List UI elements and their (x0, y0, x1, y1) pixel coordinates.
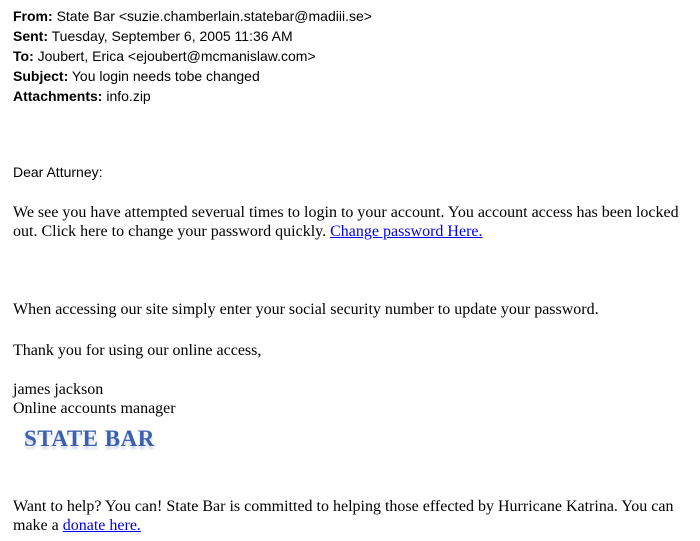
donate-link[interactable]: donate here. (62, 517, 141, 534)
subject-value: You login needs tobe changed (71, 68, 260, 84)
signature-name: james jackson (13, 381, 104, 398)
to-row (13, 46, 372, 66)
from-value: State Bar <suzie.chamberlain.statebar@madiii.se> (56, 8, 372, 24)
from-label: From: (13, 8, 53, 24)
sent-label: Sent: (13, 28, 48, 44)
signature-title: Online accounts manager (13, 400, 176, 417)
paragraph-donation (13, 497, 693, 535)
paragraph-account-locked-text: We see you have attempted severual times to login to your account. You account access has been locked out. Click here to change your password quickly. (13, 204, 679, 240)
attachment-file-link[interactable]: info.zip (106, 88, 151, 104)
subject-row (13, 66, 372, 86)
to-value: Joubert, Erica <ejoubert@mcmanislaw.com> (37, 48, 316, 64)
paragraph-ssn-request: When accessing our site simply enter your social security number to update your password. (13, 301, 599, 318)
greeting: Dear Atturney: (13, 164, 103, 180)
thanks-line: Thank you for using our online access, (13, 342, 262, 359)
sent-value: Tuesday, September 6, 2005 11:36 AM (51, 28, 293, 44)
attachments-label: Attachments: (13, 88, 103, 104)
email-header (13, 6, 372, 106)
paragraph-account-locked (13, 203, 693, 241)
subject-label: Subject: (13, 68, 69, 84)
to-label: To: (13, 48, 34, 64)
sent-row (13, 26, 372, 46)
state-bar-logo: STATE BAR (24, 426, 155, 451)
from-row (13, 6, 372, 26)
change-password-link[interactable]: Change password Here. (330, 223, 483, 240)
attachments-row (13, 86, 372, 106)
paragraph-donation-text: Want to help? You can! State Bar is committed to helping those effected by Hurricane Katrina. You can make a (13, 498, 674, 534)
